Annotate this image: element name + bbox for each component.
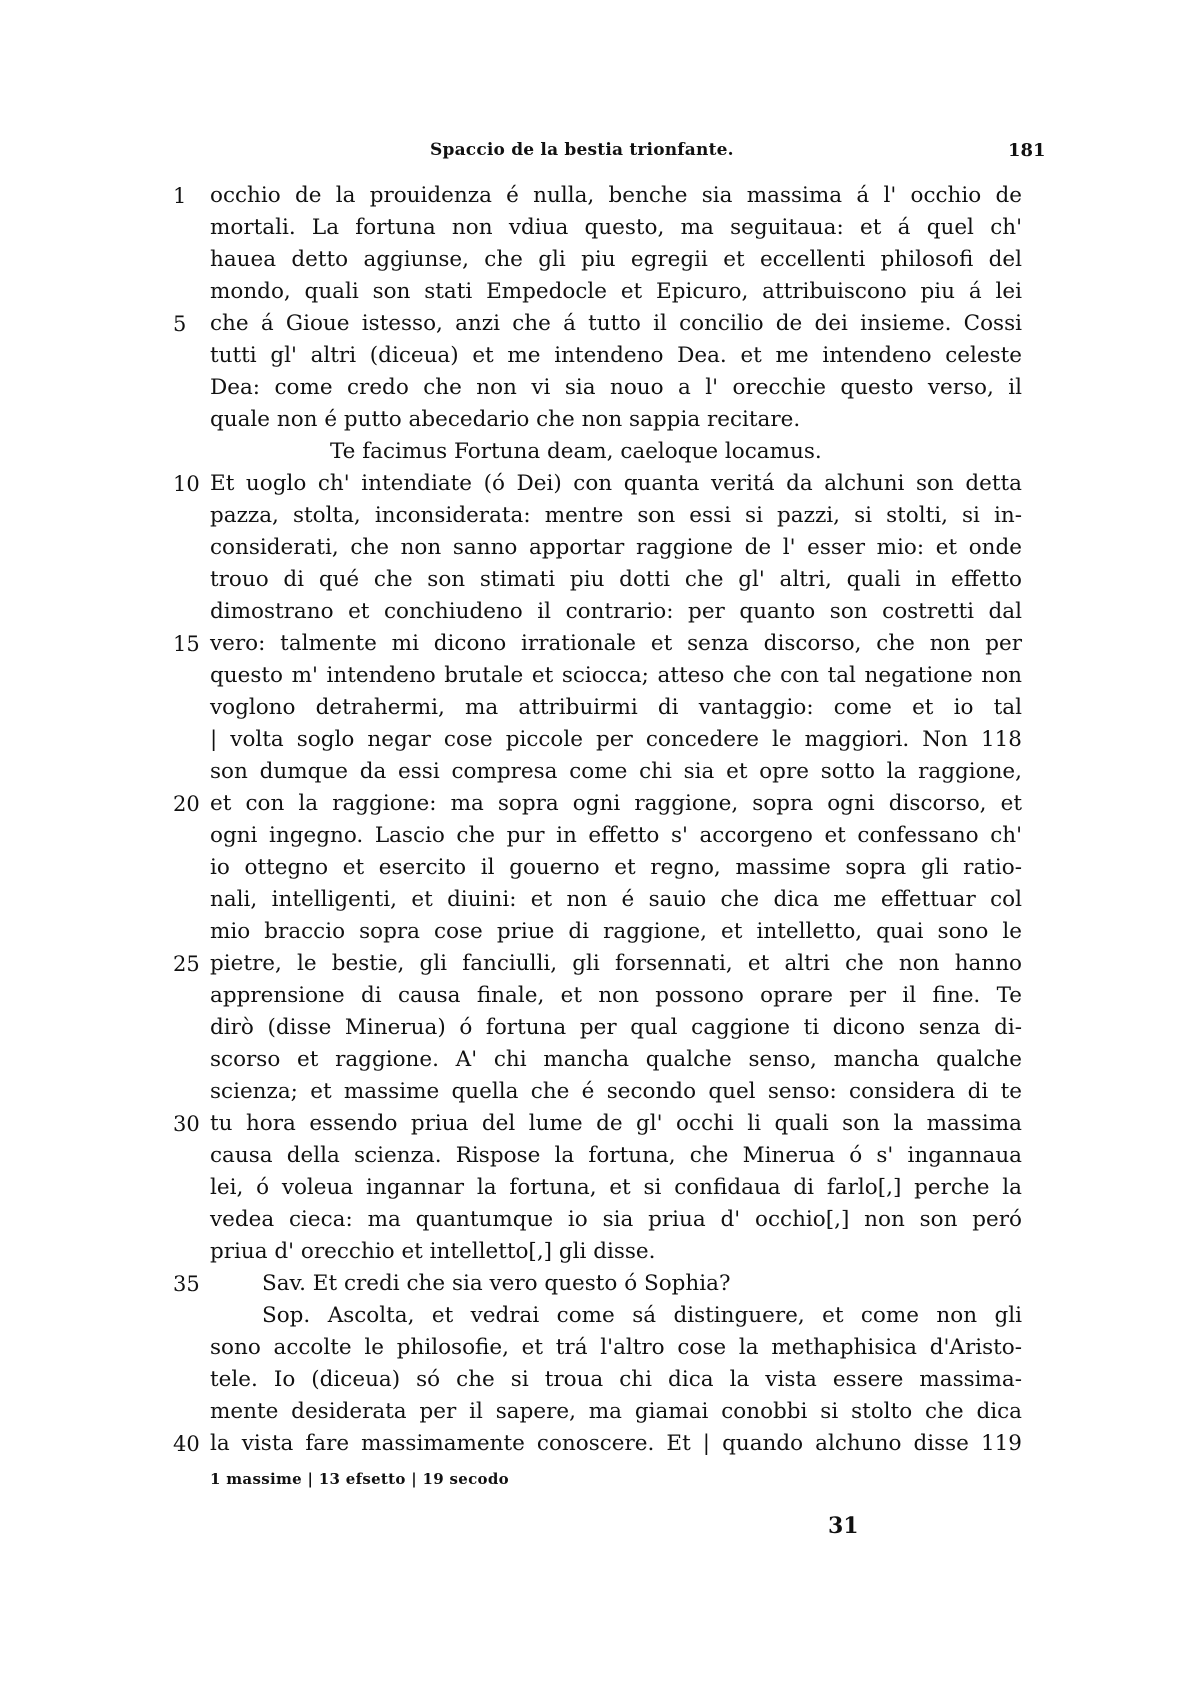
line-text: et con la raggione: ma sopra ogni raggione, sopra ogni discorso, et bbox=[210, 791, 1022, 816]
text-line bbox=[0, 788, 1193, 820]
line-text: Sop. Ascolta, et vedrai come sá distinguere, et come non gli bbox=[262, 1303, 1022, 1328]
text-line bbox=[0, 1332, 1193, 1364]
line-text: mente desiderata per il sapere, ma giamai conobbi si stolto che dica bbox=[210, 1399, 1022, 1424]
text-line bbox=[0, 1140, 1193, 1172]
line-number: 15 bbox=[173, 632, 200, 656]
line-text: voglono detrahermi, ma attribuirmi di vantaggio: come et io tal bbox=[210, 695, 1022, 720]
line-text: hauea detto aggiunse, che gli piu egregii et eccellenti philosofi del bbox=[210, 247, 1022, 272]
text-line bbox=[0, 308, 1193, 340]
line-text: questo m' intendeno brutale et sciocca; atteso che con tal negatione non bbox=[210, 663, 1022, 688]
line-text: considerati, che non sanno apportar raggione de l' esser mio: et onde bbox=[210, 535, 1022, 560]
line-text: la vista fare massimamente conoscere. Et | quando alchuno disse 119 bbox=[210, 1431, 1022, 1456]
line-text: pietre, le bestie, gli fanciulli, gli forsennati, et altri che non hanno bbox=[210, 951, 1022, 976]
line-text: scienza; et massime quella che é secondo quel senso: considera di te bbox=[210, 1079, 1022, 1104]
line-text: vedea cieca: ma quantumque io sia priua d' occhio[,] non son peró bbox=[210, 1207, 1022, 1232]
line-text: Dea: come credo che non vi sia nouo a l' orecchie questo verso, il bbox=[210, 375, 1022, 400]
text-line bbox=[0, 1204, 1193, 1236]
text-line bbox=[0, 1108, 1193, 1140]
text-line bbox=[0, 1012, 1193, 1044]
page-number-top: 181 bbox=[1008, 140, 1046, 161]
line-number: 35 bbox=[173, 1272, 200, 1296]
line-number: 25 bbox=[173, 952, 200, 976]
line-text: son dumque da essi compresa come chi sia et opre sotto la raggione, bbox=[210, 759, 1022, 784]
text-line bbox=[0, 1268, 1193, 1300]
line-text: dimostrano et conchiudeno il contrario: per quanto son costretti dal bbox=[210, 599, 1022, 624]
line-text: priua d' orecchio et intelletto[,] gli disse. bbox=[210, 1239, 656, 1264]
text-line bbox=[0, 436, 1193, 468]
line-text: mondo, quali son stati Empedocle et Epicuro, attribuiscono piu á lei bbox=[210, 279, 1022, 304]
line-text: scorso et raggione. A' chi mancha qualche senso, mancha qualche bbox=[210, 1047, 1022, 1072]
line-number: 40 bbox=[173, 1432, 200, 1456]
text-line bbox=[0, 660, 1193, 692]
text-line bbox=[0, 820, 1193, 852]
line-text: | volta soglo negar cose piccole per concedere le maggiori. Non 118 bbox=[210, 727, 1022, 752]
line-text: tele. Io (diceua) só che si troua chi dica la vista essere massima- bbox=[210, 1367, 1022, 1392]
text-line bbox=[0, 404, 1193, 436]
text-line bbox=[0, 1236, 1193, 1268]
text-line bbox=[0, 564, 1193, 596]
text-line bbox=[0, 692, 1193, 724]
page-number-bottom: 31 bbox=[828, 1513, 859, 1539]
line-number: 1 bbox=[173, 184, 187, 208]
line-text: tu hora essendo priua del lume de gl' occhi li quali son la massima bbox=[210, 1111, 1022, 1136]
line-text: lei, ó voleua ingannar la fortuna, et si confidaua di farlo[,] perche la bbox=[210, 1175, 1022, 1200]
text-line bbox=[0, 1364, 1193, 1396]
text-line bbox=[0, 980, 1193, 1012]
text-line bbox=[0, 1044, 1193, 1076]
text-line bbox=[0, 724, 1193, 756]
text-line bbox=[0, 276, 1193, 308]
text-line bbox=[0, 852, 1193, 884]
text-line bbox=[0, 340, 1193, 372]
line-text: Te facimus Fortuna deam, caeloque locamus. bbox=[330, 439, 822, 464]
line-text: tutti gl' altri (diceua) et me intendeno Dea. et me intendeno celeste bbox=[210, 343, 1022, 368]
text-line bbox=[0, 884, 1193, 916]
line-text: che á Gioue istesso, anzi che á tutto il concilio de dei insieme. Cossi bbox=[210, 311, 1022, 336]
line-number: 20 bbox=[173, 792, 200, 816]
text-line bbox=[0, 948, 1193, 980]
text-line bbox=[0, 1396, 1193, 1428]
text-line bbox=[0, 1076, 1193, 1108]
footnote-apparatus: 1 massime | 13 efsetto | 19 secodo bbox=[210, 1470, 509, 1488]
text-line bbox=[0, 212, 1193, 244]
running-head: Spaccio de la bestia trionfante. bbox=[430, 140, 734, 160]
text-line bbox=[0, 180, 1193, 212]
text-line bbox=[0, 756, 1193, 788]
text-line bbox=[0, 596, 1193, 628]
line-text: io ottegno et esercito il gouerno et regno, massime sopra gli ratio- bbox=[210, 855, 1022, 880]
line-text: sono accolte le philosofie, et trá l'altro cose la methaphisica d'Aristo- bbox=[210, 1335, 1022, 1360]
text-line bbox=[0, 916, 1193, 948]
line-text: apprensione di causa finale, et non possono oprare per il fine. Te bbox=[210, 983, 1022, 1008]
line-text: pazza, stolta, inconsiderata: mentre son essi si pazzi, si stolti, si in- bbox=[210, 503, 1022, 528]
line-text: quale non é putto abecedario che non sappia recitare. bbox=[210, 407, 801, 432]
line-text: occhio de la prouidenza é nulla, benche sia massima á l' occhio de bbox=[210, 183, 1022, 208]
line-text: nali, intelligenti, et diuini: et non é sauio che dica me effettuar col bbox=[210, 887, 1022, 912]
text-line bbox=[0, 500, 1193, 532]
text-line bbox=[0, 532, 1193, 564]
line-number: 30 bbox=[173, 1112, 200, 1136]
text-line bbox=[0, 1172, 1193, 1204]
text-line bbox=[0, 628, 1193, 660]
line-text: ogni ingegno. Lascio che pur in effetto s' accorgeno et confessano ch' bbox=[210, 823, 1022, 848]
line-text: causa della scienza. Rispose la fortuna, che Minerua ó s' ingannaua bbox=[210, 1143, 1022, 1168]
text-line bbox=[0, 244, 1193, 276]
line-text: mio braccio sopra cose priue di raggione, et intelletto, quai sono le bbox=[210, 919, 1022, 944]
text-body bbox=[0, 180, 1193, 1460]
line-text: Sav. Et credi che sia vero questo ó Sophia? bbox=[262, 1271, 731, 1296]
text-line bbox=[0, 468, 1193, 500]
line-text: dirò (disse Minerua) ó fortuna per qual caggione ti dicono senza di- bbox=[210, 1015, 1022, 1040]
line-text: vero: talmente mi dicono irrationale et senza discorso, che non per bbox=[210, 631, 1022, 656]
text-line bbox=[0, 1300, 1193, 1332]
text-line bbox=[0, 372, 1193, 404]
line-text: Et uoglo ch' intendiate (ó Dei) con quanta veritá da alchuni son detta bbox=[210, 471, 1022, 496]
line-number: 5 bbox=[173, 312, 187, 336]
text-line bbox=[0, 1428, 1193, 1460]
line-number: 10 bbox=[173, 472, 200, 496]
line-text: trouo di qué che son stimati piu dotti che gl' altri, quali in effetto bbox=[210, 567, 1022, 592]
line-text: mortali. La fortuna non vdiua questo, ma seguitaua: et á quel ch' bbox=[210, 215, 1022, 240]
